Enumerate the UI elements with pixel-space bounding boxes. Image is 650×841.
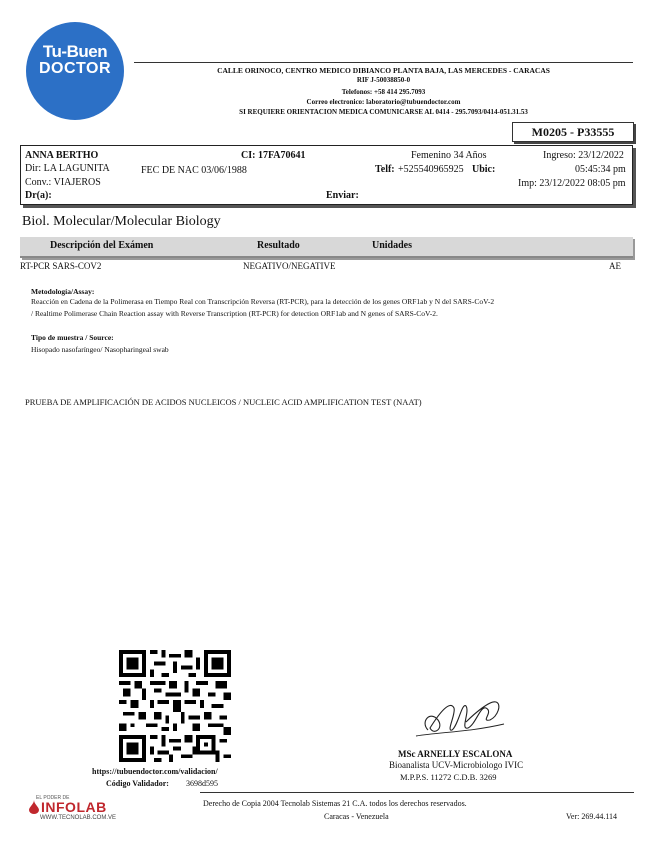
naat-text: PRUEBA DE AMPLIFICACIÓN DE ACIDOS NUCLEICOS / NUCLEIC ACID AMPLIFICATION TEST (NAAT): [25, 397, 422, 407]
patient-doctor: Dr(a):: [25, 190, 52, 201]
patient-tel: +525540965925: [398, 164, 464, 175]
sample-value: Hisopado nasofaríngeo/ Nasopharingeal swab: [31, 345, 169, 354]
infolab-small-text: EL PODER DE: [36, 795, 70, 801]
patient-time: 05:45:34 pm: [575, 164, 626, 175]
row-flag: AE: [609, 261, 621, 271]
footer-city: Caracas - Venezuela: [324, 812, 389, 821]
patient-name: ANNA BERTHO: [25, 150, 99, 161]
validation-code-label: Código Validador:: [106, 779, 169, 788]
logo-line2: DOCTOR: [38, 60, 112, 77]
col-description: Descripción del Exámen: [50, 240, 154, 251]
validation-code: 3698d595: [186, 779, 218, 788]
signer-name: MSc ARNELLY ESCALONA: [398, 749, 513, 759]
results-table-header: [20, 237, 633, 258]
header-rif: RIF J-50038850-0: [356, 76, 411, 84]
patient-ingreso: Ingreso: 23/12/2022: [543, 150, 624, 161]
patient-conv: Conv.: VIAJEROS: [25, 177, 101, 188]
sample-label: Tipo de muestra / Source:: [31, 333, 114, 342]
footer-version: Ver: 269.44.114: [566, 812, 618, 821]
footer-rule: [200, 792, 634, 793]
col-units: Unidades: [372, 240, 413, 251]
patient-ci: CI: 17FA70641: [241, 150, 306, 161]
method-line1: Reacción en Cadena de la Polimerasa en Tiempo Real con Transcripción Reversa (RT-PCR), para la detección de los genes ORF1ab y N del SARS-CoV-2: [31, 297, 495, 306]
signature-icon: [410, 692, 510, 744]
patient-dir: Dir: LA LAGUNITA: [25, 163, 110, 174]
infolab-drop-icon: [29, 800, 39, 814]
method-label: Metodología/Assay:: [31, 287, 95, 296]
table-row: [20, 261, 633, 273]
header-email: Correo electronico: laboratorio@tubuendoctor.com: [306, 98, 461, 106]
infolab-url: WWW.TECNOLAB.COM.VE: [40, 815, 117, 821]
validation-url[interactable]: https://tubuendoctor.com/validacion/: [92, 767, 218, 776]
patient-imp: Imp: 23/12/2022 08:05 pm: [518, 178, 626, 189]
order-id: M0205 - P33555: [512, 122, 634, 142]
logo-line1: Tu-Buen: [42, 42, 108, 61]
row-result: NEGATIVO/NEGATIVE: [243, 261, 336, 271]
patient-dob: FEC DE NAC 03/06/1988: [141, 165, 247, 176]
header-rule: [134, 62, 633, 63]
section-title: Biol. Molecular/Molecular Biology: [22, 214, 221, 229]
header-phone: Telefonos: +58 414 295.7093: [341, 88, 426, 96]
footer-copyright: Derecho de Copia 2004 Tecnolab Sistemas 21 C.A. todos los derechos reservados.: [203, 799, 467, 808]
header-orientation: SI REQUIERE ORIENTACION MEDICA COMUNICARSE AL 0414 - 295.7093/0414-051.31.53: [239, 108, 528, 116]
signer-registration: M.P.P.S. 11272 C.D.B. 3269: [400, 772, 497, 782]
row-description: RT-PCR SARS-COV2: [20, 261, 102, 271]
patient-ubic: Ubic:: [472, 164, 496, 175]
brand-logo: [26, 22, 124, 120]
patient-enviar: Enviar:: [326, 190, 359, 201]
col-result: Resultado: [257, 240, 300, 251]
infolab-brand: INFOLAB: [41, 799, 107, 815]
patient-tel-label: Telf:: [375, 164, 395, 175]
patient-sex-age: Femenino 34 Años: [411, 150, 487, 161]
method-line2: / Realtime Polimerase Chain Reaction assay with Reverse Transcription (RT-PCR) for detection ORF1ab and N genes of SARS-CoV-2.: [31, 309, 438, 318]
header-address: CALLE ORINOCO, CENTRO MEDICO DIBIANCO PLANTA BAJA, LAS MERCEDES - CARACAS: [217, 66, 550, 75]
signer-title: Bioanalista UCV-Microbiologo IVIC: [389, 760, 524, 770]
qr-code-icon: [118, 650, 232, 762]
patient-info-box: [20, 145, 633, 205]
